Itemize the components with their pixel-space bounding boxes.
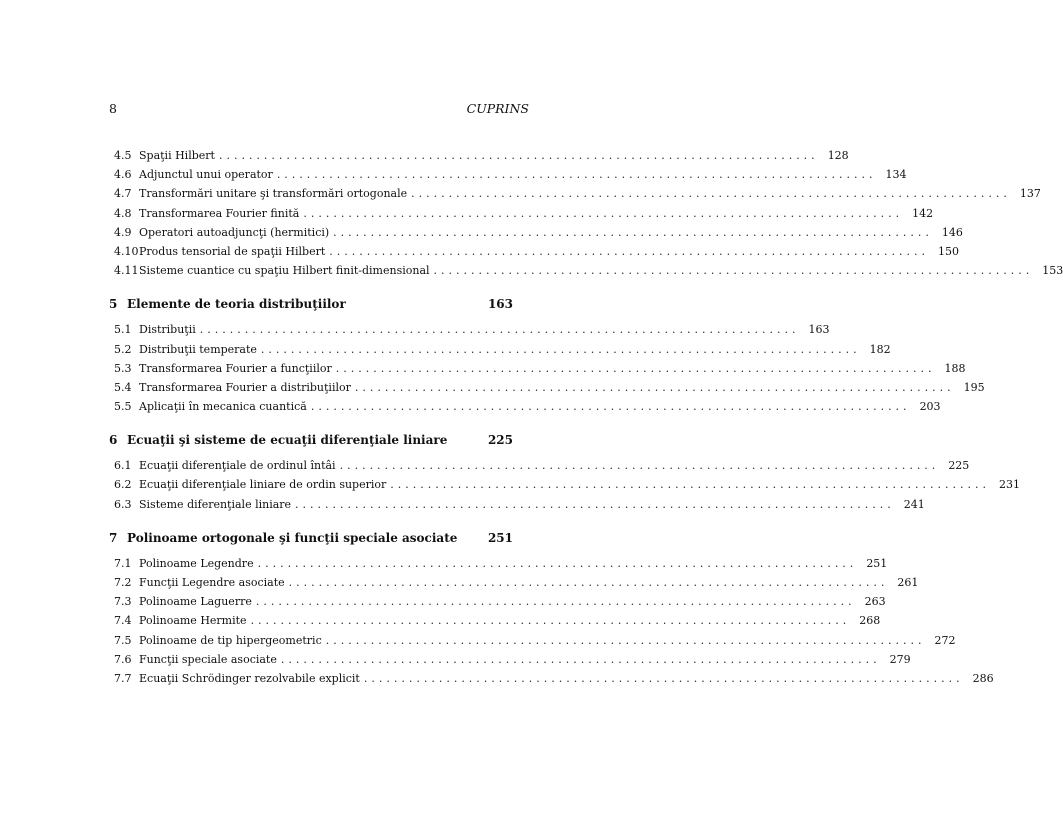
section-number: 7.3 [114,595,132,609]
chapter-number: 6 [109,433,118,448]
section-page: 188 [944,361,966,375]
section-title: Ecuaţii Schrödinger rezolvabile explicit [139,671,360,685]
section-title: Adjunctul unui operator [139,168,273,182]
section-title: Operatori autoadjuncţi (hermitici) [139,225,330,239]
section-number: 5.2 [114,342,132,356]
section-number: 5.1 [114,323,132,337]
chapter-title: Ecuaţii şi sisteme de ecuaţii diferenţiale liniare [127,433,448,448]
section-title: Distribuţii [139,323,196,337]
toc-entry[interactable] [109,223,963,242]
toc-entry[interactable] [109,359,966,378]
leader-dots: ................................................................................ [390,478,991,492]
toc-entry[interactable] [109,669,994,688]
section-number: 5.4 [114,380,132,394]
section-page: 134 [885,168,907,182]
section-number: 7.6 [114,652,132,666]
leader-dots: ................................................................................ [199,323,800,337]
chapter-title: Polinoame ortogonale şi funcţii speciale asociate [127,530,458,545]
section-title: Produs tensorial de spaţii Hilbert [139,244,326,258]
chapter-title: Elemente de teoria distribuţiilor [127,297,346,312]
leader-dots: ................................................................................ [310,400,911,414]
section-page: 203 [919,400,941,414]
section-title: Transformarea Fourier finită [139,206,300,220]
section-title: Transformarea Fourier a funcţiilor [139,361,332,375]
section-page: 182 [869,342,891,356]
section-page: 268 [859,614,881,628]
chapter-heading[interactable] [109,294,513,314]
toc-entry[interactable] [109,631,956,650]
leader-dots: ................................................................................ [276,168,877,182]
toc-entry[interactable] [109,378,985,397]
toc-entry[interactable] [109,340,891,359]
chapter-heading[interactable] [109,528,513,548]
section-page: 142 [912,206,934,220]
toc-entry[interactable] [109,320,830,339]
section-number: 4.10 [114,244,139,258]
leader-dots: ................................................................................ [354,380,955,394]
section-title: Polinoame de tip hipergeometric [139,633,322,647]
toc-entry[interactable] [109,554,888,573]
section-title: Distribuţii temperate [139,342,257,356]
section-page: 128 [827,149,849,162]
chapter-4-sections [109,146,1063,280]
section-page: 163 [808,323,830,337]
chapter-number: 5 [109,297,118,312]
section-number: 5.5 [114,400,132,414]
section-title: Polinoame Hermite [139,614,247,628]
section-page: 261 [897,576,919,589]
section-number: 7.5 [114,633,132,647]
section-page: 150 [938,244,960,258]
toc-entry[interactable] [109,456,970,475]
toc-entry[interactable] [109,573,919,592]
leader-dots: ................................................................................ [325,633,926,647]
leader-dots: ................................................................................ [255,595,856,609]
section-page: 231 [999,478,1021,492]
toc-entry[interactable] [109,592,886,611]
section-title: Sisteme diferenţiale liniare [139,497,292,511]
section-page: 241 [903,497,925,511]
section-title: Polinoame Laguerre [139,595,252,609]
section-page: 153 [1042,264,1063,278]
section-number: 7.1 [114,556,132,570]
section-title: Transformări unitare şi transformări ortogonale [139,187,408,201]
section-page: 279 [889,652,911,666]
running-title: CUPRINS [466,101,529,116]
toc-entry[interactable] [109,495,925,514]
toc-entry[interactable] [109,165,907,184]
section-title: Ecuaţii diferenţiale de ordinul întâi [139,459,336,473]
section-number: 4.11 [114,264,139,278]
section-number: 4.8 [114,206,132,220]
section-number: 4.5 [114,149,132,162]
chapter-page: 251 [487,530,513,545]
toc-entry[interactable] [109,146,849,165]
section-page: 272 [934,633,956,647]
toc-entry[interactable] [109,475,1021,494]
section-number: 7.4 [114,614,132,628]
section-page: 225 [948,459,970,473]
leader-dots: ................................................................................ [280,652,881,666]
section-number: 6.3 [114,497,132,511]
chapter-page: 225 [487,433,513,448]
section-page: 286 [972,671,994,685]
leader-dots: ................................................................................ [433,264,1034,278]
section-number: 7.7 [114,671,132,685]
section-title: Sisteme cuantice cu spaţiu Hilbert finit-dimensional [139,264,430,278]
section-title: Polinoame Legendre [139,556,254,570]
page-number: 8 [109,101,117,116]
section-number: 6.2 [114,478,132,492]
leader-dots: ................................................................................ [329,244,930,258]
table-of-contents [109,146,1063,688]
leader-dots: ................................................................................ [335,361,936,375]
toc-entry[interactable] [109,261,1063,280]
section-title: Ecuaţii diferenţiale liniare de ordin superior [139,478,387,492]
toc-entry[interactable] [109,650,911,669]
leader-dots: ................................................................................ [288,576,889,589]
section-title: Funcţii speciale asociate [139,652,277,666]
leader-dots: ................................................................................ [218,149,819,162]
leader-dots: ................................................................................ [257,556,858,570]
toc-entry[interactable] [109,204,934,223]
leader-dots: ................................................................................ [250,614,851,628]
leader-dots: ................................................................................ [333,225,933,239]
section-number: 6.1 [114,459,132,473]
section-number: 7.2 [114,576,132,589]
section-page: 251 [866,556,888,570]
section-page: 137 [1019,187,1041,201]
chapter-number: 7 [109,530,118,545]
toc-entry[interactable] [109,242,960,261]
leader-dots: ................................................................................ [295,497,895,511]
section-page: 146 [941,225,963,239]
leader-dots: ................................................................................ [339,459,940,473]
toc-entry[interactable] [109,184,1041,203]
leader-dots: ................................................................................ [303,206,904,220]
chapter-heading[interactable] [109,430,513,450]
section-page: 195 [963,380,985,394]
page-header [109,101,529,119]
section-number: 4.7 [114,187,132,201]
toc-entry[interactable] [109,611,881,630]
leader-dots: ................................................................................ [411,187,1011,201]
leader-dots: ................................................................................ [363,671,964,685]
section-title: Spaţii Hilbert [139,149,215,162]
section-number: 4.9 [114,225,132,239]
section-title: Aplicaţii în mecanica cuantică [139,400,307,414]
section-number: 5.3 [114,361,132,375]
section-title: Funcţii Legendre asociate [139,576,285,589]
toc-entry[interactable] [109,397,941,416]
section-title: Transformarea Fourier a distribuţiilor [139,380,351,394]
leader-dots: ................................................................................ [260,342,861,356]
section-number: 4.6 [114,168,132,182]
section-page: 263 [864,595,886,609]
chapter-page: 163 [487,297,513,312]
